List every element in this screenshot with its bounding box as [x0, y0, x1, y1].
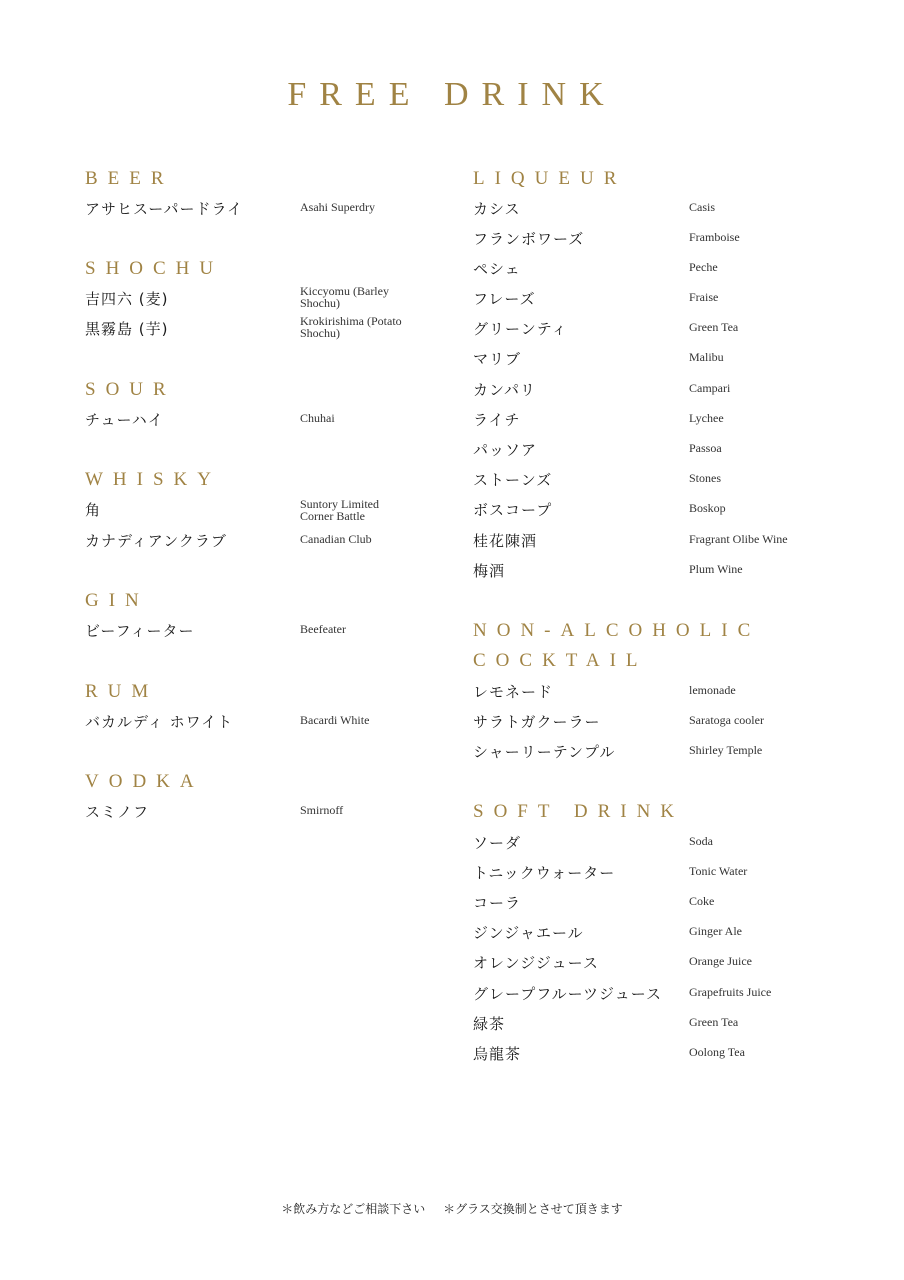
- item-en: Beefeater: [300, 622, 346, 636]
- section-heading-sour: SOUR: [85, 379, 176, 400]
- item-en: Orange Juice: [689, 954, 752, 968]
- item-en: Suntory Limited Corner Battle: [300, 497, 379, 523]
- item-jp: 吉四六 (麦): [85, 290, 169, 308]
- item-jp: 黒霧島 (芋): [85, 320, 169, 338]
- item-jp: 梅酒: [473, 562, 506, 580]
- item-jp: アサヒスーパードライ: [85, 200, 244, 218]
- item-en: Green Tea: [689, 1015, 739, 1029]
- item-en: Framboise: [689, 230, 740, 244]
- item-jp: チューハイ: [85, 411, 164, 429]
- item-en: Saratoga cooler: [689, 713, 764, 727]
- item-jp: グレープフルーツジュース: [473, 985, 663, 1003]
- item-jp: マリブ: [473, 350, 522, 368]
- item-jp: ボスコープ: [473, 501, 553, 519]
- item-en: Plum Wine: [689, 562, 743, 576]
- item-jp: サラトガクーラー: [473, 713, 601, 731]
- item-en: Soda: [689, 834, 713, 848]
- footer-note: ＊飲み方などご相談下さい ＊グラス交換制とさせて頂きます: [281, 1202, 623, 1216]
- item-jp: ジンジャエール: [473, 924, 584, 942]
- item-jp: フレーズ: [473, 290, 536, 308]
- item-en: Kiccyomu (Barley Shochu): [300, 284, 389, 310]
- item-jp: バカルディ ホワイト: [85, 713, 234, 731]
- item-en: Peche: [689, 260, 718, 274]
- item-jp: 桂花陳酒: [473, 532, 538, 550]
- item-jp: 烏龍茶: [473, 1045, 522, 1063]
- item-en: Asahi Superdry: [300, 200, 375, 214]
- item-jp: コーラ: [473, 894, 522, 912]
- item-jp: シャーリーテンプル: [473, 743, 616, 761]
- item-en: Lychee: [689, 411, 724, 425]
- item-en: Bacardi White: [300, 713, 370, 727]
- item-en: Casis: [689, 200, 716, 214]
- item-en: Boskop: [689, 501, 726, 515]
- section-heading-liqueur: LIQUEUR: [473, 168, 627, 189]
- item-jp: 緑茶: [473, 1015, 506, 1033]
- item-en: Malibu: [689, 350, 724, 364]
- item-jp: 角: [85, 501, 102, 519]
- item-en: Coke: [689, 894, 715, 908]
- item-jp: カナディアンクラブ: [85, 532, 227, 550]
- item-en: Fragrant Olibe Wine: [689, 532, 788, 546]
- item-en: Canadian Club: [300, 532, 372, 546]
- item-en: Passoa: [689, 441, 722, 455]
- section-heading-non-alcoholic: NON-ALCOHOLIC: [473, 620, 761, 641]
- section-heading-whisky: WHISKY: [85, 469, 221, 490]
- item-jp: ストーンズ: [473, 471, 553, 489]
- item-jp: スミノフ: [85, 803, 150, 821]
- item-en: Smirnoff: [300, 803, 344, 817]
- section-heading-cocktail: COCKTAIL: [473, 650, 648, 671]
- item-en: Campari: [689, 381, 731, 395]
- item-jp: ライチ: [473, 411, 521, 429]
- item-jp: パッソア: [473, 441, 538, 459]
- page-title: FREE DRINK: [287, 76, 617, 113]
- item-en: Green Tea: [689, 320, 739, 334]
- item-en: Fraise: [689, 290, 719, 304]
- item-en: Grapefruits Juice: [689, 985, 772, 999]
- section-heading-beer: BEER: [85, 168, 174, 189]
- section-heading-shochu: SHOCHU: [85, 258, 224, 279]
- item-en: Ginger Ale: [689, 924, 742, 938]
- item-jp: トニックウォーター: [473, 864, 616, 882]
- section-heading-soft-drink: SOFT DRINK: [473, 801, 685, 822]
- item-jp: カンパリ: [473, 381, 536, 399]
- section-heading-gin: GIN: [85, 590, 149, 611]
- item-jp: グリーンティ: [473, 320, 568, 338]
- item-jp: カシス: [473, 200, 521, 218]
- item-jp: ペシェ: [473, 260, 521, 278]
- section-heading-rum: RUM: [85, 681, 159, 702]
- item-en: Tonic Water: [689, 864, 748, 878]
- item-en: Oolong Tea: [689, 1045, 745, 1059]
- item-en: lemonade: [689, 683, 736, 697]
- section-heading-vodka: VODKA: [85, 771, 204, 792]
- item-jp: ソーダ: [473, 834, 522, 852]
- item-jp: レモネード: [473, 683, 554, 701]
- item-jp: オレンジジュース: [473, 954, 599, 972]
- item-en: Shirley Temple: [689, 743, 763, 757]
- item-en: Krokirishima (Potato Shochu): [300, 314, 402, 340]
- item-jp: ビーフィーター: [85, 622, 195, 640]
- item-en: Stones: [689, 471, 722, 485]
- item-jp: フランボワーズ: [473, 230, 585, 248]
- item-en: Chuhai: [300, 411, 335, 425]
